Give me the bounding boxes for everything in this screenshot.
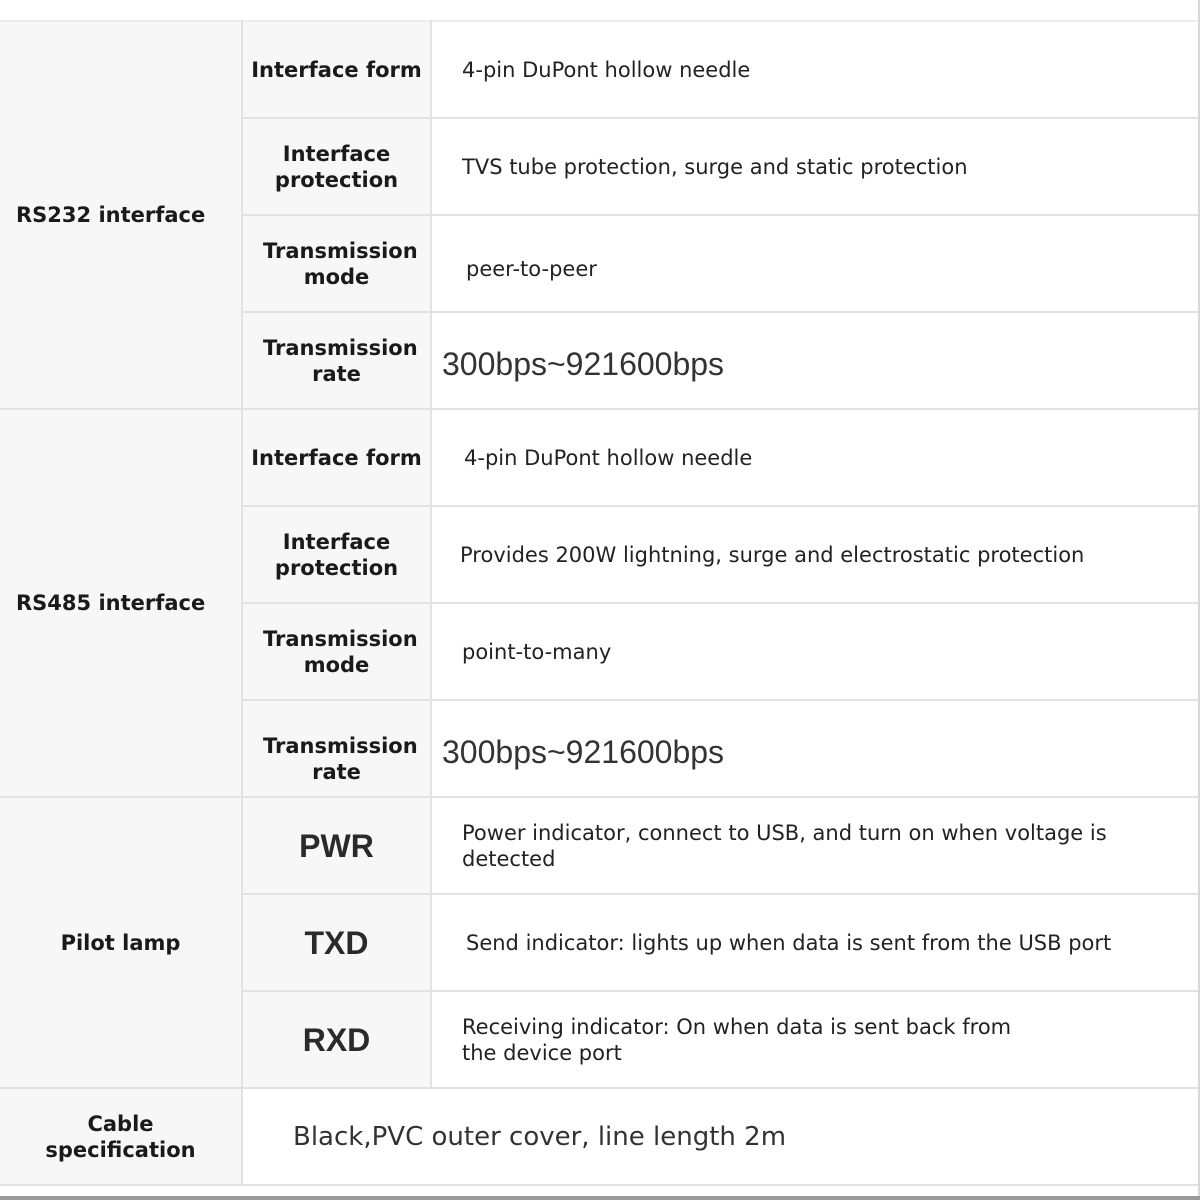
table-row bbox=[0, 409, 1200, 506]
row-value: Receiving indicator: On when data is sent back from the device port bbox=[431, 991, 1200, 1088]
row-label: Interface protection bbox=[242, 506, 431, 603]
row-value: point-to-many bbox=[431, 603, 1200, 700]
row-value: TVS tube protection, surge and static protection bbox=[431, 118, 1200, 215]
row-value: 4-pin DuPont hollow needle bbox=[431, 409, 1200, 506]
row-label: Transmission rate bbox=[242, 312, 431, 409]
cable-specification-value: Black,PVC outer cover, line length 2m bbox=[242, 1088, 1200, 1185]
indicator-txd: TXD bbox=[242, 894, 431, 991]
row-value: peer-to-peer bbox=[431, 215, 1200, 312]
bottom-edge-divider bbox=[0, 1196, 1200, 1200]
indicator-rxd: RXD bbox=[242, 991, 431, 1088]
row-label: Transmission mode bbox=[242, 215, 431, 312]
row-value: Provides 200W lightning, surge and electrostatic protection bbox=[431, 506, 1200, 603]
category-rs232: RS232 interface bbox=[0, 21, 242, 409]
row-label: Transmission mode bbox=[242, 603, 431, 700]
category-pilot-lamp: Pilot lamp bbox=[0, 797, 242, 1088]
row-value: Send indicator: lights up when data is sent from the USB port bbox=[431, 894, 1200, 991]
row-label: Interface form bbox=[242, 409, 431, 506]
table-row bbox=[0, 1088, 1200, 1185]
row-value: Power indicator, connect to USB, and turn on when voltage is detected bbox=[431, 797, 1200, 894]
row-label: Interface protection bbox=[242, 118, 431, 215]
spec-table bbox=[0, 20, 1200, 1186]
row-value: 300bps~921600bps bbox=[431, 700, 1200, 797]
row-label: Interface form bbox=[242, 21, 431, 118]
category-rs485: RS485 interface bbox=[0, 409, 242, 797]
indicator-pwr: PWR bbox=[242, 797, 431, 894]
row-value: 4-pin DuPont hollow needle bbox=[431, 21, 1200, 118]
row-label: Transmission rate bbox=[242, 700, 431, 797]
table-row bbox=[0, 797, 1200, 894]
row-value: 300bps~921600bps bbox=[431, 312, 1200, 409]
category-cable-specification: Cable specification bbox=[0, 1088, 242, 1185]
table-row bbox=[0, 21, 1200, 118]
